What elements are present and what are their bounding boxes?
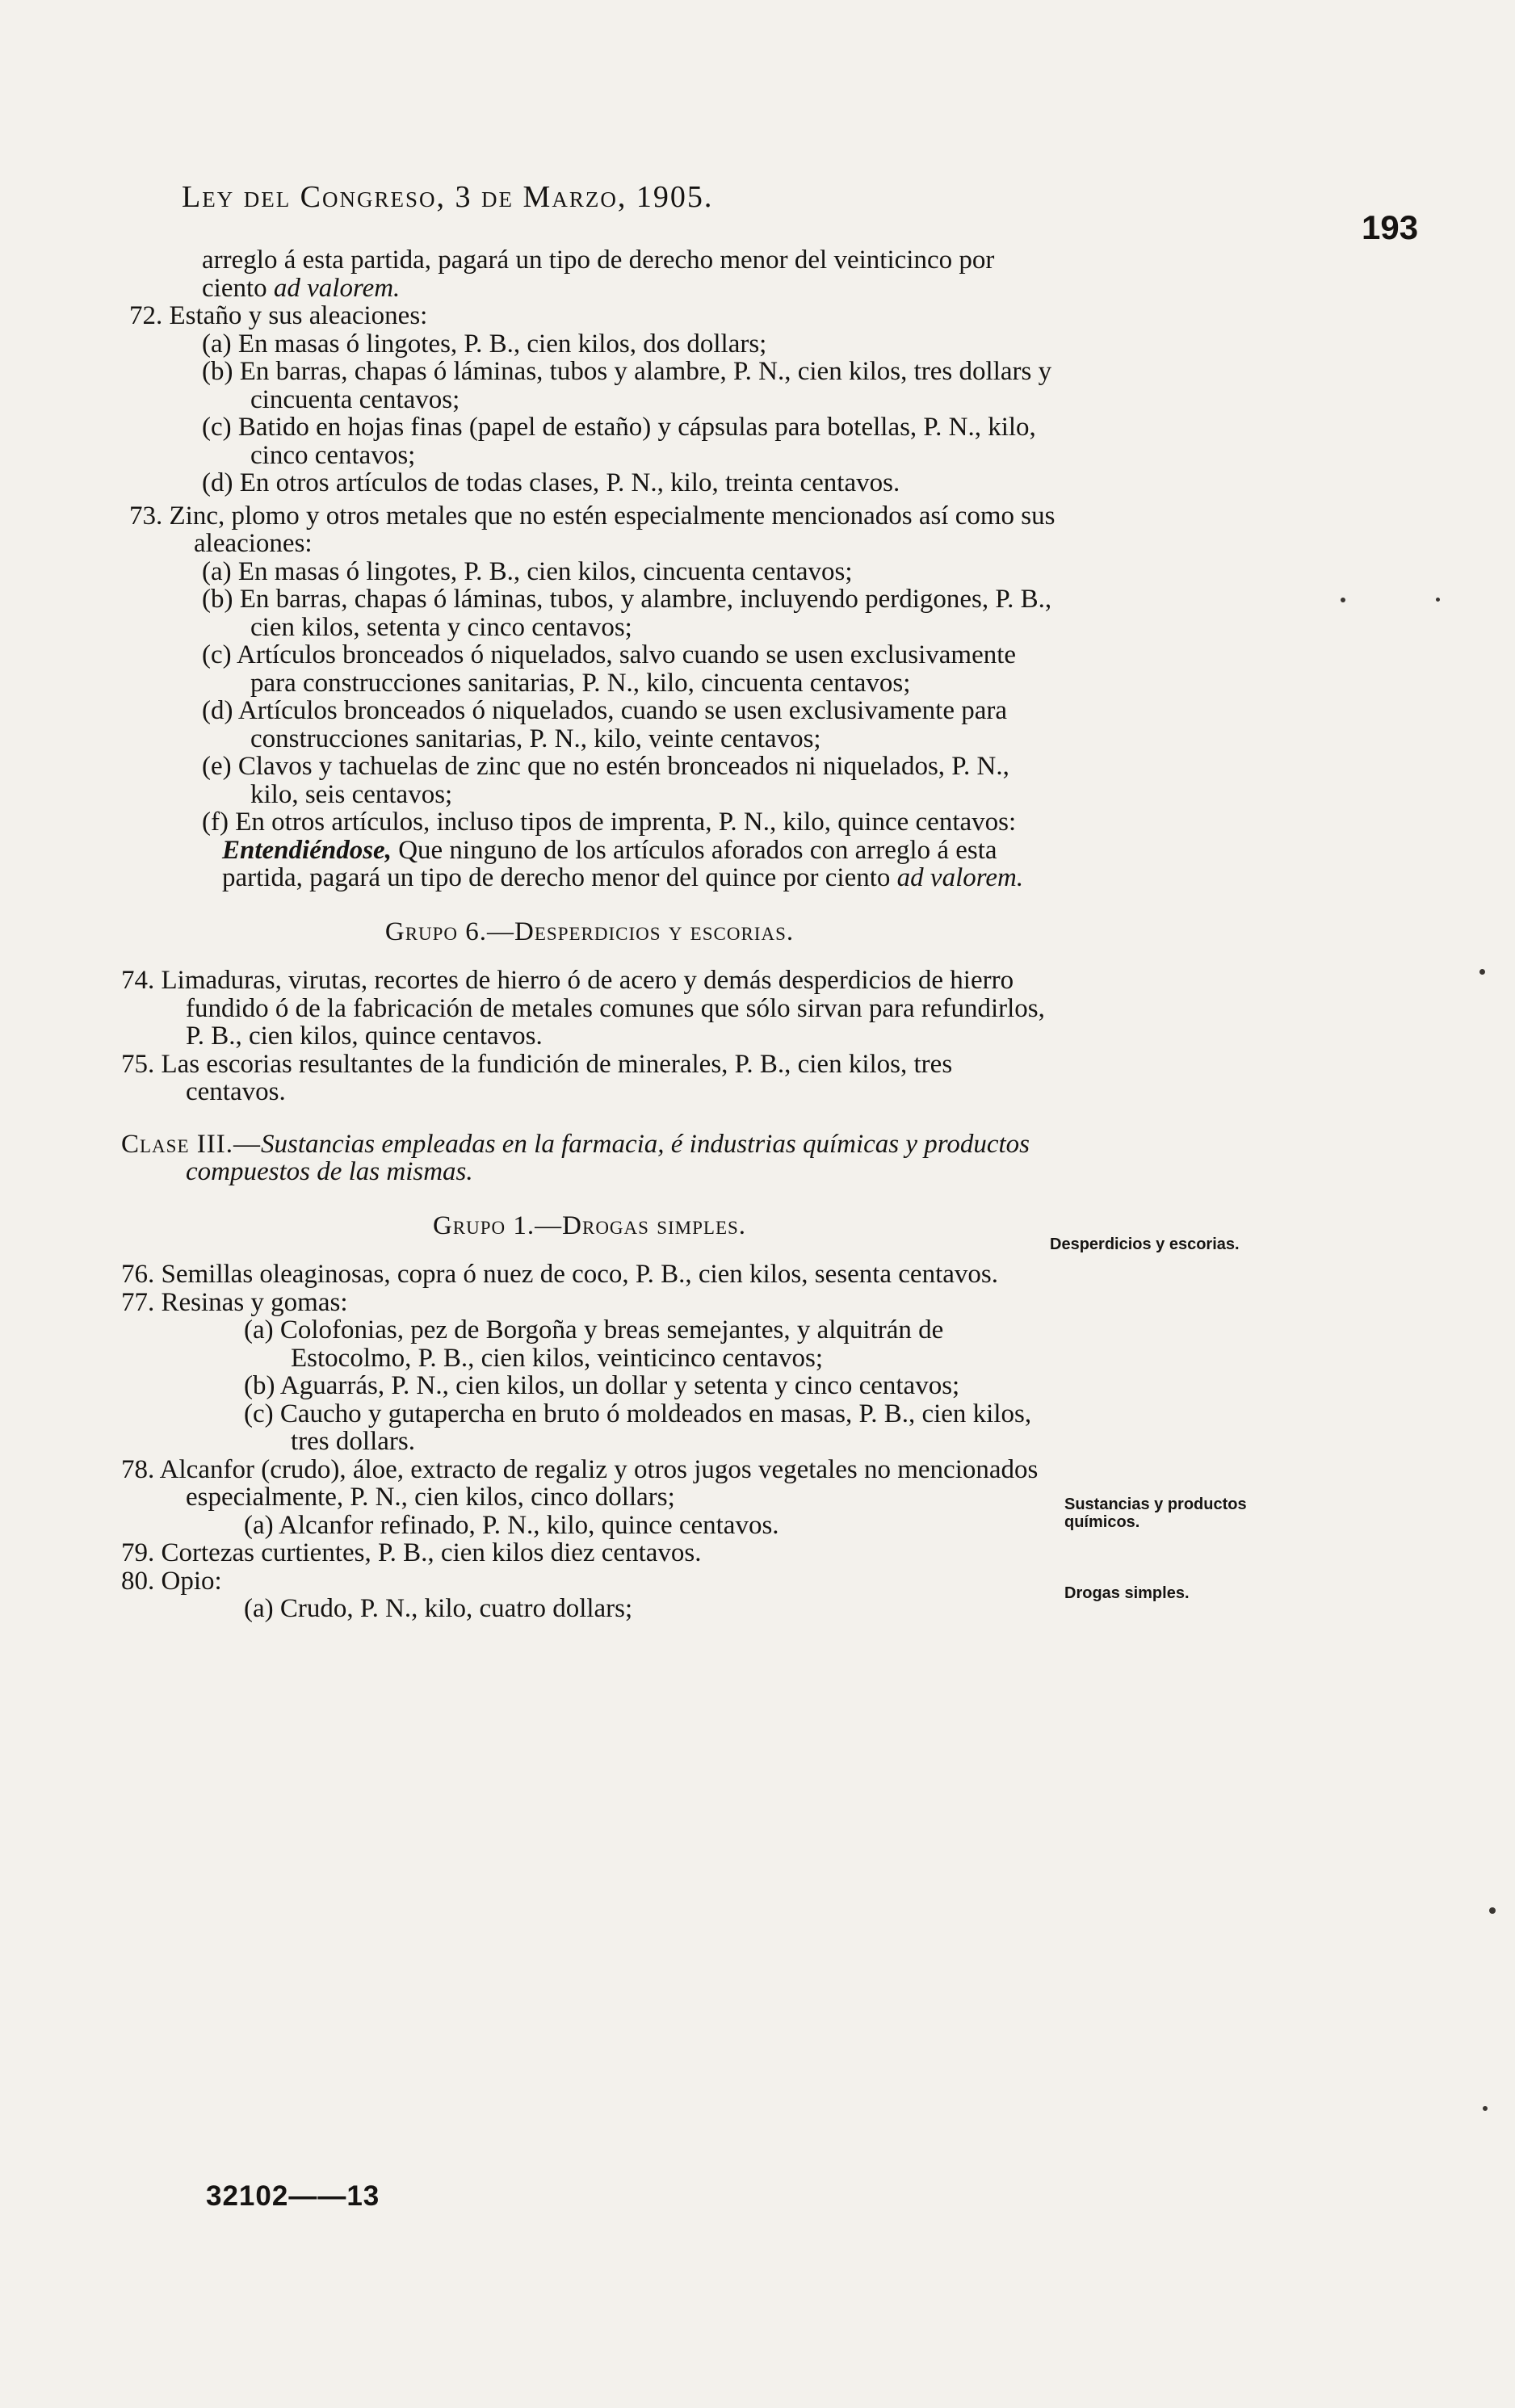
running-head: Ley del Congreso, 3 de Marzo, 1905.: [182, 180, 714, 214]
item-77c: (c) Caucho y gutapercha en bruto ó moldeados en masas, P. B., cien kilos, tres dollars.: [244, 1399, 1032, 1456]
item-74: 74. Limaduras, virutas, recortes de hierro ó de acero y demás desperdicios de hierro fundido ó de la fabricación de metales comunes que sólo sirvan para refundirlos, P. B., cien kilos, quince centavos.: [121, 966, 1045, 1051]
clase-3-heading: [121, 1131, 1058, 1186]
margin-note-sustancias: Sustancias y productos químicos.: [1064, 1496, 1247, 1531]
scan-speck: [1479, 969, 1485, 975]
note-italic-lead: Entendiéndose,: [222, 835, 392, 865]
body-text: [121, 246, 1058, 1623]
item-73: 73. Zinc, plomo y otros metales que no estén especialmente mencionados así como sus aleaciones:: [129, 501, 1055, 558]
continuation-italic: ad valorem.: [273, 273, 401, 303]
scan-speck: [1489, 1907, 1496, 1914]
group-1-heading: Grupo 1.—Drogas simples.: [432, 1210, 747, 1240]
group-6-heading: Grupo 6.—Desperdicios y escorias.: [384, 917, 795, 946]
page-number: 193: [1362, 208, 1419, 246]
item-75: 75. Las escorias resultantes de la fundición de minerales, P. B., cien kilos, tres centavos.: [121, 1049, 953, 1106]
continuation-paragraph: [121, 246, 1058, 302]
item-80a: (a) Crudo, P. N., kilo, cuatro dollars;: [244, 1594, 633, 1623]
item-78a: (a) Alcanfor refinado, P. N., kilo, quince centavos.: [244, 1510, 779, 1540]
scan-speck: [1483, 2106, 1488, 2111]
item-73c: (c) Artículos bronceados ó niquelados, salvo cuando se usen exclusivamente para construcciones sanitarias, P. N., kilo, cincuenta centavos;: [202, 640, 1017, 698]
scan-speck: [1436, 598, 1440, 602]
item-72c: (c) Batido en hojas finas (papel de estaño) y cápsulas para botellas, P. N., kilo, cinco centavos;: [202, 413, 1036, 470]
item-77a: (a) Colofonias, pez de Borgoña y breas semejantes, y alquitrán de Estocolmo, P. B., cien kilos, veinticinco centavos;: [244, 1315, 944, 1373]
item-78: 78. Alcanfor (crudo), áloe, extracto de regaliz y otros jugos vegetales no mencionados especialmente, P. N., cien kilos, cinco dollars;: [121, 1454, 1039, 1512]
item-73d: (d) Artículos bronceados ó niquelados, cuando se usen exclusivamente para construcciones sanitarias, P. N., kilo, veinte centavos;: [202, 696, 1008, 753]
note-italic-end: ad valorem.: [896, 863, 1024, 892]
item-73f: (f) En otros artículos, incluso tipos de imprenta, P. N., kilo, quince centavos:: [202, 808, 1017, 837]
margin-note-desperdicios: Desperdicios y escorias.: [1050, 1235, 1240, 1253]
item-73a: (a) En masas ó lingotes, P. B., cien kilos, cincuenta centavos;: [202, 556, 853, 586]
clase-3-label: Clase III.—: [121, 1129, 261, 1159]
note-text: Que ninguno de los artículos aforados con arreglo á esta partida, pagará un tipo de derecho menor del quince por ciento: [222, 835, 997, 892]
item-80: 80. Opio:: [121, 1566, 222, 1596]
item-73e: (e) Clavos y tachuelas de zinc que no estén bronceados ni niquelados, P. N., kilo, seis centavos;: [202, 752, 1009, 809]
item-79: 79. Cortezas curtientes, P. B., cien kilos diez centavos.: [121, 1538, 702, 1567]
item-77b: (b) Aguarrás, P. N., cien kilos, un dollar y setenta y cinco centavos;: [244, 1371, 960, 1400]
signature-mark: 32102——13: [206, 2180, 380, 2212]
scan-speck: [1341, 598, 1345, 602]
item-72d: (d) En otros artículos de todas clases, P. N., kilo, treinta centavos.: [202, 468, 900, 497]
clase-3-title: Sustancias empleadas en la farmacia, é industrias químicas y productos compuestos de las mismas.: [186, 1129, 1030, 1186]
item-77: 77. Resinas y gomas:: [121, 1287, 348, 1317]
item-73-note: [121, 837, 1058, 892]
item-73b: (b) En barras, chapas ó láminas, tubos, y alambre, incluyendo perdigones, P. B., cien kilos, setenta y cinco centavos;: [202, 585, 1052, 642]
margin-note-drogas: Drogas simples.: [1064, 1584, 1190, 1602]
continuation-text: arreglo á esta partida, pagará un tipo de derecho menor del veinticinco por ciento: [202, 245, 995, 303]
item-76: 76. Semillas oleaginosas, copra ó nuez de coco, P. B., cien kilos, sesenta centavos.: [121, 1260, 998, 1289]
item-72b: (b) En barras, chapas ó láminas, tubos y alambre, P. N., cien kilos, tres dollars y cincuenta centavos;: [202, 357, 1052, 414]
item-72: 72. Estaño y sus aleaciones:: [129, 301, 428, 330]
item-72a: (a) En masas ó lingotes, P. B., cien kilos, dos dollars;: [202, 329, 767, 359]
